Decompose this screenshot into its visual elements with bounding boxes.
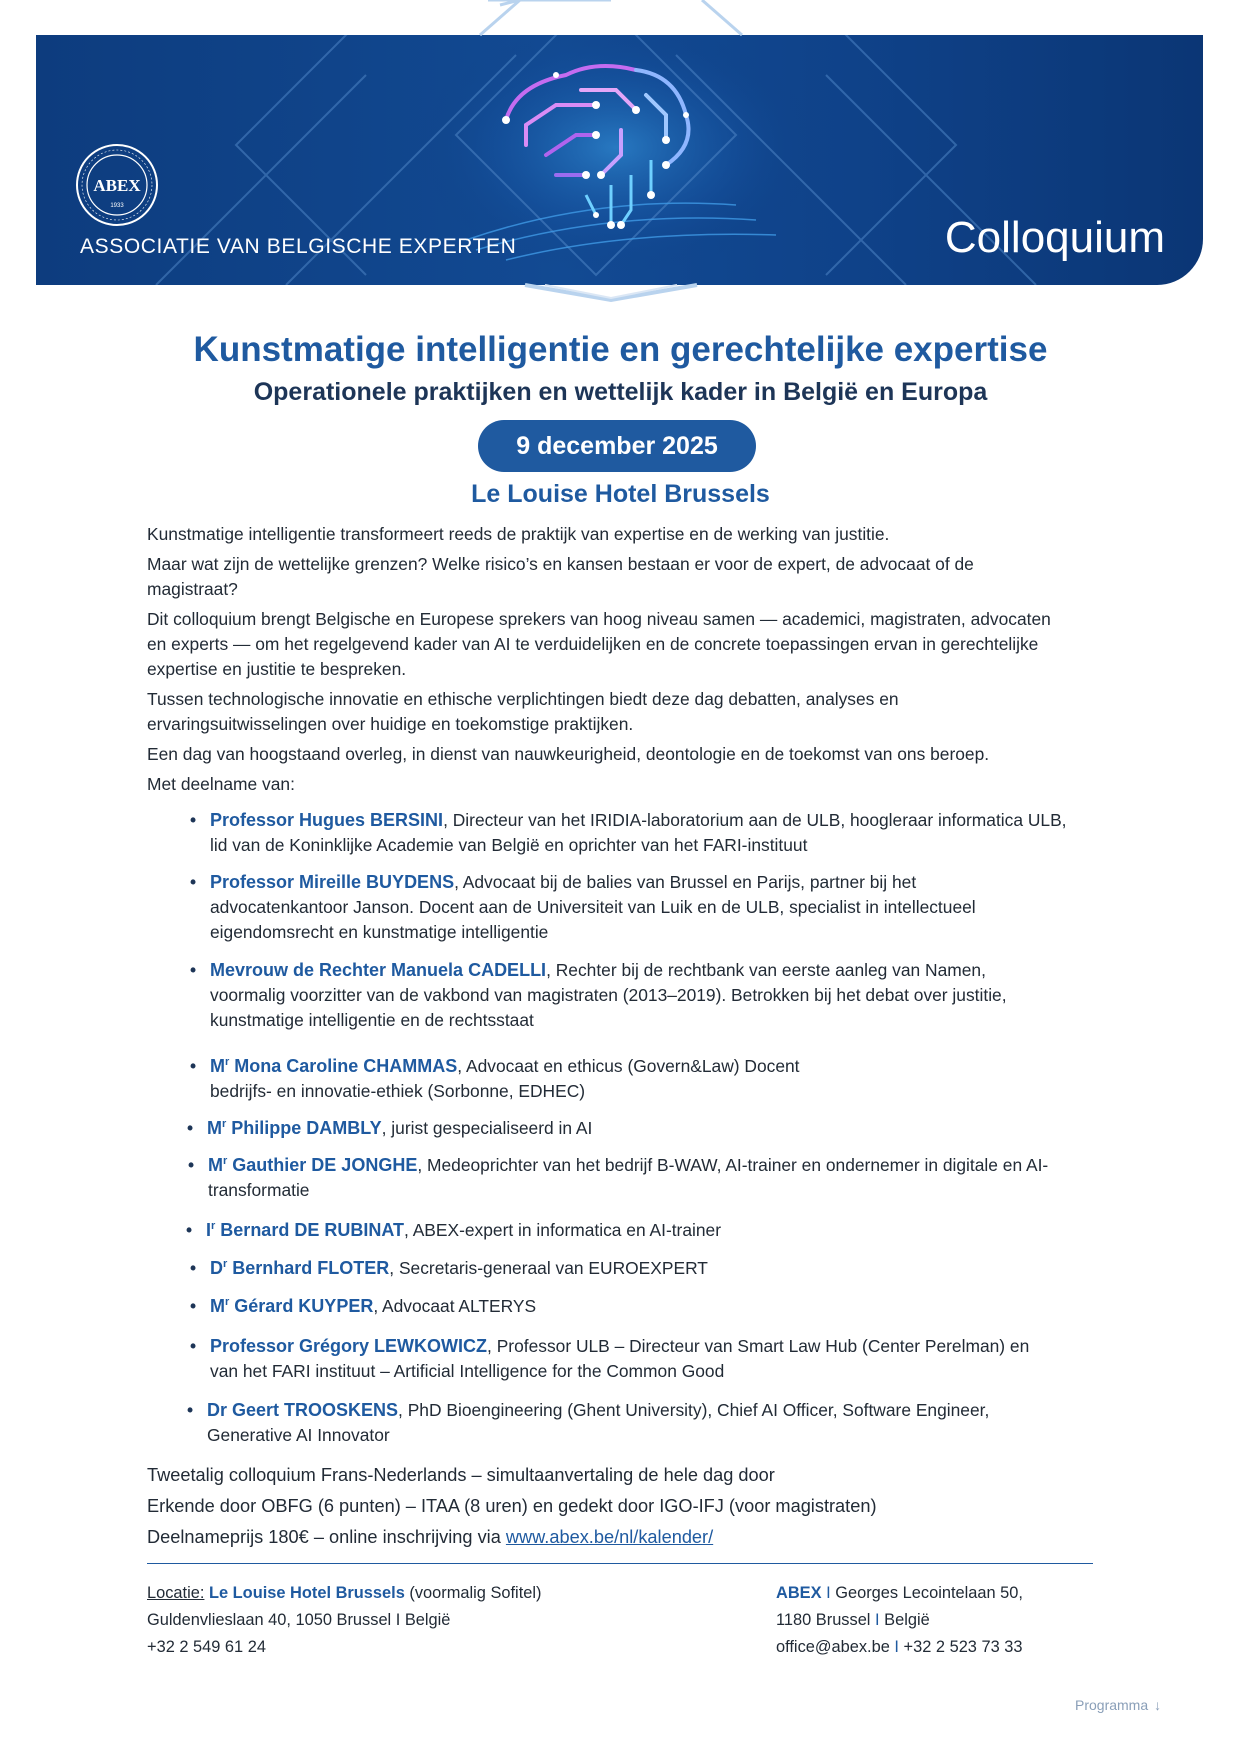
org-street: Georges Lecointelaan 50, xyxy=(835,1584,1023,1602)
list-item: • Professor Mireille BUYDENS, Advocaat bij de balies van Brussel en Parijs, partner bij het advocatenkantoor Janson. Docent aan de Universiteit van Luik en de ULB, specialist in intellectueel eigendomsrecht en kunstmatige intelligentie xyxy=(190,872,976,942)
translation-note: Tweetalig colloquium Frans-Nederlands – simultaanvertaling de hele dag door xyxy=(147,1465,775,1485)
org-name: ABEX xyxy=(776,1584,822,1602)
event-type: Colloquium xyxy=(944,213,1165,262)
speaker-description: , Secretaris-generaal van EUROEXPERT xyxy=(389,1258,708,1278)
speaker-description: , Directeur van het IRIDIA-laboratorium aan de ULB, hoogleraar informatica ULB, lid van de Koninklijke Academie van België en oprichter van het FARI-instituut xyxy=(210,810,1067,855)
list-item: • Mevrouw de Rechter Manuela CADELLI, Rechter bij de rechtbank van eerste aanleg van Namen, voormalig voorzitter van de vakbond van magistraten (2013–2019). Betrokken bij het debat over justitie, kunstmatige intelligentie en de rechtsstaat xyxy=(190,960,1007,1030)
location-name: Le Louise Hotel Brussels xyxy=(208,1584,405,1602)
intro-paragraph: Maar wat zijn de wettelijke grenzen? Welke risico’s en kansen bestaan er voor de expert, de advocaat of de magistraat? xyxy=(147,554,974,599)
list-item: • $M^r$ Philippe DAMBLY, jurist gespecialiseerd in AI xyxy=(187,1118,593,1138)
speaker-description: , Professor ULB – Directeur van Smart Law Hub (Center Perelman) en van het FARI instituut – Artificial Intelligence for the Common Good xyxy=(210,1336,1030,1381)
org-phone: +32 2 523 73 33 xyxy=(903,1638,1023,1656)
intro-paragraph: Tussen technologische innovatie en ethische verplichtingen biedt deze dag debatten, analyses en ervaringsuitwisselingen over huidige en toekomstige praktijken. xyxy=(147,689,899,734)
list-item: • $D^r$ Bernhard FLOTER, Secretaris-generaal van EUROEXPERT xyxy=(190,1258,708,1278)
arrow-down-icon: ↓ xyxy=(1154,1697,1162,1713)
intro-paragraph: Een dag van hoogstaand overleg, in dienst van nauwkeurigheid, deontologie en de toekomst van ons beroep. xyxy=(147,744,990,764)
association-name: ASSOCIATIE VAN BELGISCHE EXPERTEN xyxy=(80,235,517,258)
speaker-description: , Advocaat en ethicus (Govern&Law) Docent bedrijfs- en innovatie-ethiek (Sorbonne, EDHEC) xyxy=(210,1056,800,1101)
list-item: • Dr Geert TROOSKENS, PhD Bioengineering (Ghent University), Chief AI Officer, Software Engineer, Generative AI Innovator xyxy=(187,1400,990,1445)
speaker-description: , PhD Bioengineering (Ghent University), Chief AI Officer, Software Engineer, Generative AI Innovator xyxy=(207,1400,990,1445)
list-item: • $M^r$ Mona Caroline CHAMMAS, Advocaat en ethicus (Govern&Law) Docent bedrijfs- en innovatie-ethiek (Sorbonne, EDHEC) xyxy=(190,1056,800,1101)
seal-text: ABEX xyxy=(93,176,141,195)
page-title: Kunstmatige intelligentie en gerechtelijke expertise xyxy=(193,330,1048,369)
speaker-name: $I^r$ Bernard DE RUBINAT xyxy=(206,1220,404,1240)
venue-address: Guldenvlieslaan 40, 1050 Brussel I België xyxy=(147,1611,451,1629)
registration-link[interactable]: www.abex.be/nl/kalender/ xyxy=(505,1527,714,1547)
venue-contact xyxy=(147,1580,707,1661)
speaker-description: , jurist gespecialiseerd in AI xyxy=(381,1118,593,1138)
page-subtitle: Operationele praktijken en wettelijk kader in België en Europa xyxy=(253,378,988,406)
list-item: • $I^r$ Bernard DE RUBINAT, ABEX-expert in informatica en AI-trainer xyxy=(186,1220,722,1240)
speaker-name: Mevrouw de Rechter Manuela CADELLI xyxy=(210,960,547,980)
divider xyxy=(147,1563,1093,1564)
price-note: Deelnameprijs 180€ – online inschrijving via www.abex.be/nl/kalender/ xyxy=(147,1527,714,1547)
accreditation-note: Erkende door OBFG (6 punten) – ITAA (8 uren) en gedekt door IGO-IFJ (voor magistraten) xyxy=(147,1496,877,1516)
speaker-description: , Rechter bij de rechtbank van eerste aanleg van Namen, voormalig voorzitter van de vakbond van magistraten (2013–2019). Betrokken bij het debat over justitie, kunstmatige intelligentie en de rechtsstaat xyxy=(210,960,1007,1030)
speaker-description: , Advocaat ALTERYS xyxy=(373,1296,537,1316)
event-venue: Le Louise Hotel Brussels xyxy=(471,480,770,508)
speaker-name: Dr Geert TROOSKENS xyxy=(207,1400,399,1420)
speaker-name: $M^r$ Mona Caroline CHAMMAS xyxy=(210,1056,458,1076)
next-page-label: Programma xyxy=(1075,1697,1149,1713)
speaker-name: $D^r$ Bernhard FLOTER xyxy=(210,1258,390,1278)
speakers-intro: Met deelname van: xyxy=(147,774,295,794)
speaker-name: Professor Grégory LEWKOWICZ xyxy=(210,1336,488,1356)
location-note: (voormalig Sofitel) xyxy=(404,1584,542,1602)
event-date-badge: 9 december 2025 xyxy=(478,420,756,472)
list-item: • $M^r$ Gérard KUYPER, Advocaat ALTERYS xyxy=(190,1296,537,1316)
speaker-description: , ABEX-expert in informatica en AI-trainer xyxy=(403,1220,722,1240)
header-banner xyxy=(36,35,1203,285)
location-label: Locatie: xyxy=(147,1584,205,1602)
speaker-name: $M^r$ Gérard KUYPER xyxy=(210,1296,374,1316)
speaker-name: Professor Hugues BERSINI xyxy=(210,810,444,830)
speaker-name: $M^r$ Gauthier DE JONGHE xyxy=(208,1155,418,1175)
practical-info xyxy=(147,1460,1097,1553)
org-email[interactable]: office@abex.be xyxy=(776,1638,890,1656)
speaker-name: $M^r$ Philippe DAMBLY xyxy=(207,1118,382,1138)
abex-contact: ABEX I Georges Lecointelaan 50, 1180 Brussel I België office@abex.be I +32 2 523 73 33 xyxy=(776,1584,1023,1656)
venue-phone: +32 2 549 61 24 xyxy=(147,1638,266,1656)
speaker-description: , Advocaat bij de balies van Brussel en Parijs, partner bij het advocatenkantoor Janson. Docent aan de Universiteit van Luik en de ULB, specialist in intellectueel eigendomsrecht en kunstmatige intelligentie xyxy=(210,872,976,942)
org-country: België xyxy=(884,1611,930,1629)
abex-seal-logo xyxy=(75,143,159,227)
list-item: • Professor Grégory LEWKOWICZ, Professor ULB – Directeur van Smart Law Hub (Center Perelman) en van het FARI instituut – Artificial Intelligence for the Common Good xyxy=(190,1336,1030,1381)
next-page-link[interactable] xyxy=(1075,1697,1161,1713)
intro-text xyxy=(147,522,1097,802)
intro-paragraph: Dit colloquium brengt Belgische en Europese sprekers van hoog niveau samen — academici, magistraten, advocaten en experts — om het regelgevend kader van AI te verduidelijken en de concrete toepassingen ervan in gerechtelijke expertise en justitie te bespreken. xyxy=(147,609,1051,679)
list-item: • $M^r$ Gauthier DE JONGHE, Medeoprichter van het bedrijf B-WAW, AI-trainer en ondernemer in digitale en AI-transformatie xyxy=(188,1155,1049,1200)
list-item: • Professor Hugues BERSINI, Directeur van het IRIDIA-laboratorium aan de ULB, hoogleraar informatica ULB, lid van de Koninklijke Academie van België en oprichter van het FARI-instituut xyxy=(190,810,1067,855)
speaker-name: Professor Mireille BUYDENS xyxy=(210,872,455,892)
org-city: 1180 Brussel xyxy=(776,1611,871,1629)
intro-paragraph: Kunstmatige intelligentie transformeert reeds de praktijk van expertise en de werking van justitie. xyxy=(147,524,890,544)
seal-year: 1933 xyxy=(110,203,124,209)
speaker-description: , Medeoprichter van het bedrijf B-WAW, AI-trainer en ondernemer in digitale en AI-transformatie xyxy=(208,1155,1049,1200)
